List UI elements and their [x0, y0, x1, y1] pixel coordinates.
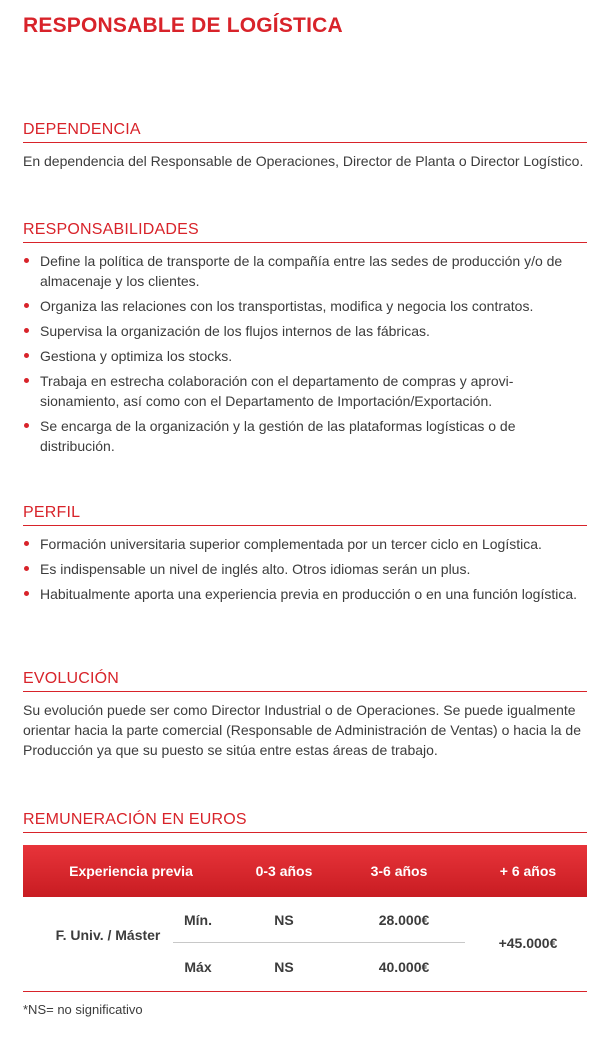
row-divider: [173, 942, 465, 943]
section-perfil: [23, 504, 587, 609]
section-dependencia: [23, 121, 587, 171]
list-item: Supervisa la organización de los flujos internos de las fábricas.: [23, 321, 587, 341]
list-item: Habitualmente aporta una experiencia previa en producción o en una función logística.: [23, 584, 587, 604]
evolucion-text: Su evolución puede ser como Director Industrial o de Operaciones. Se puede igualmente orientar hacia la parte comercial (Responsable de Administración de Ventas) o hacia la de Producción ya que su puesto se sitúa entre estas áreas de trabajo.: [23, 702, 581, 758]
cell-max-0-3: NS: [274, 959, 294, 975]
bullet-icon: [24, 258, 29, 263]
row-label-min: Mín.: [184, 912, 212, 928]
cell-min-3-6: 28.000€: [378, 912, 430, 928]
bullet-icon: [24, 566, 29, 571]
bullet-icon: [24, 541, 29, 546]
section-responsabilidades: [23, 221, 587, 461]
row-label-max: Máx: [184, 959, 212, 975]
bullet-icon: [24, 423, 29, 428]
section-heading: RESPONSABILIDADES: [23, 221, 587, 243]
section-heading: PERFIL: [23, 504, 587, 526]
column-header-0-3: 0-3 años: [255, 863, 313, 879]
perfil-list: [23, 534, 587, 604]
list-item: Trabaja en estrecha colaboración con el departamento de compras y aprovi-sionamiento, así como con el Departamento de Importación/Exportación.: [23, 371, 587, 411]
list-item: Gestiona y optimiza los stocks.: [23, 346, 587, 366]
section-heading: REMUNERACIÓN EN EUROS: [23, 811, 587, 833]
degree-label: F. Univ. / Máster: [55, 927, 161, 943]
cell-plus-6: +45.000€: [498, 935, 558, 951]
list-item: Define la política de transporte de la compañía entre las sedes de producción y/o de almacenaje y los clientes.: [23, 251, 587, 291]
list-item: Se encarga de la organización y la gestión de las plataformas logísticas o de distribución.: [23, 416, 587, 456]
salary-table-header: [23, 845, 587, 897]
list-item: Organiza las relaciones con los transportistas, modifica y negocia los contratos.: [23, 296, 587, 316]
cell-min-0-3: NS: [274, 912, 294, 928]
column-header-3-6: 3-6 años: [370, 863, 428, 879]
dependencia-text: En dependencia del Responsable de Operaciones, Director de Planta o Director Logístico.: [23, 153, 584, 169]
bullet-icon: [24, 378, 29, 383]
section-heading: DEPENDENCIA: [23, 121, 587, 143]
bullet-icon: [24, 303, 29, 308]
list-item: Es indispensable un nivel de inglés alto. Otros idiomas serán un plus.: [23, 559, 587, 579]
section-remuneracion: [23, 811, 587, 842]
salary-table-body: [23, 897, 587, 992]
page-title: RESPONSABLE DE LOGÍSTICA: [23, 14, 343, 37]
column-header-6-plus: + 6 años: [499, 863, 557, 879]
bullet-icon: [24, 328, 29, 333]
column-header-experiencia: Experiencia previa: [69, 863, 193, 879]
footnote: *NS= no significativo: [23, 1002, 143, 1017]
salary-table: [23, 845, 587, 992]
responsabilidades-list: [23, 251, 587, 456]
section-heading: EVOLUCIÓN: [23, 670, 587, 692]
section-evolucion: [23, 670, 587, 760]
bullet-icon: [24, 591, 29, 596]
cell-max-3-6: 40.000€: [378, 959, 430, 975]
list-item: Formación universitaria superior complementada por un tercer ciclo en Logística.: [23, 534, 587, 554]
bullet-icon: [24, 353, 29, 358]
